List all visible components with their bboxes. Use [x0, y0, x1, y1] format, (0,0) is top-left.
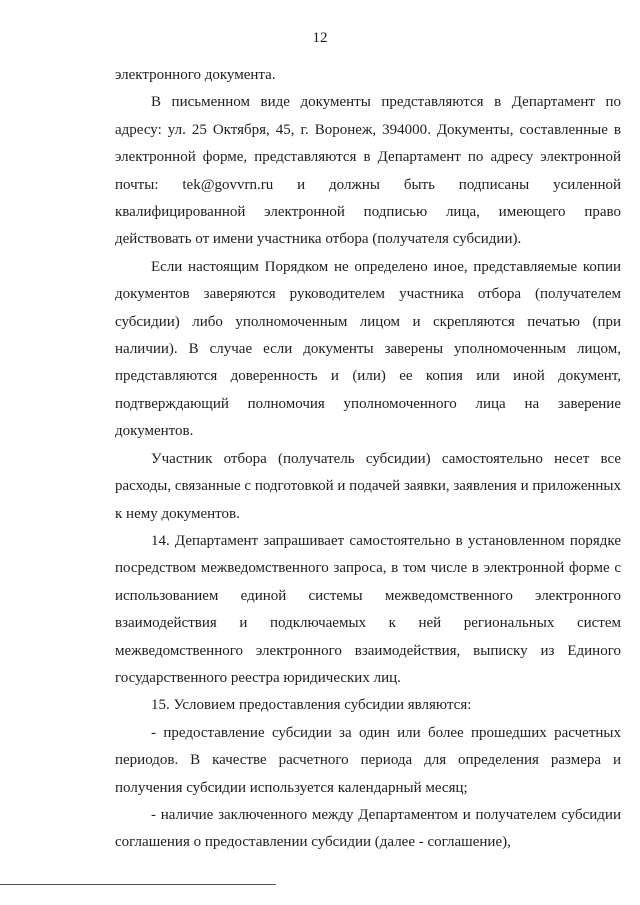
paragraph-item-14: 14. Департамент запрашивает самостоятельно в установленном порядке посредством межведомственного запроса, в том числе в электронной форме с использованием единой системы межведомственного электронного взаимодействия и подключаемых к ней региональных систем межведомственного электронного взаимодействия, выписку из Единого государственного реестра юридических лиц. — [115, 532, 621, 686]
paragraph-expenses: Участник отбора (получатель субсидии) самостоятельно несет все расходы, связанные с подготовкой и подачей заявки, заявления и приложенных к нему документов. — [115, 450, 621, 522]
paragraph-item-15: 15. Условием предоставления субсидии являются: — [151, 697, 472, 714]
paragraph-condition-agreement: - наличие заключенного между Департаментом и получателем субсидии соглашения о предоставлении субсидии (далее - соглашение), — [115, 806, 621, 851]
footer-divider — [0, 884, 276, 885]
page-number: 12 — [312, 30, 328, 46]
document-body — [115, 62, 621, 857]
paragraph-submission-address: В письменном виде документы представляются в Департамент по адресу: ул. 25 Октября, 45, г. Воронеж, 394000. Документы, составленные в электронной форме, представляются в Департамент по адресу электронной почты: tek@govvrn.ru и должны быть подписаны усиленной квалифицированной электронной подписью лица, имеющего право действовать от имени участника отбора (получателя субсидии). — [115, 94, 621, 248]
paragraph-copy-certification: Если настоящим Порядком не определено иное, представляемые копии документов заверяются руководителем участника отбора (получателем субсидии) либо уполномоченным лицом и скрепляются печатью (при наличии). В случае если документы заверены уполномоченным лицом, представляются доверенность и (или) ее копия или иной документ, подтверждающий полномочия уполномоченного лица на заверение документов. — [115, 258, 621, 440]
paragraph-continuation: электронного документа. — [115, 67, 276, 83]
paragraph-condition-periods: - предоставление субсидии за один или более прошедших расчетных периодов. В качестве расчетного периода для определения размера и получения субсидии используется календарный месяц; — [115, 724, 621, 796]
